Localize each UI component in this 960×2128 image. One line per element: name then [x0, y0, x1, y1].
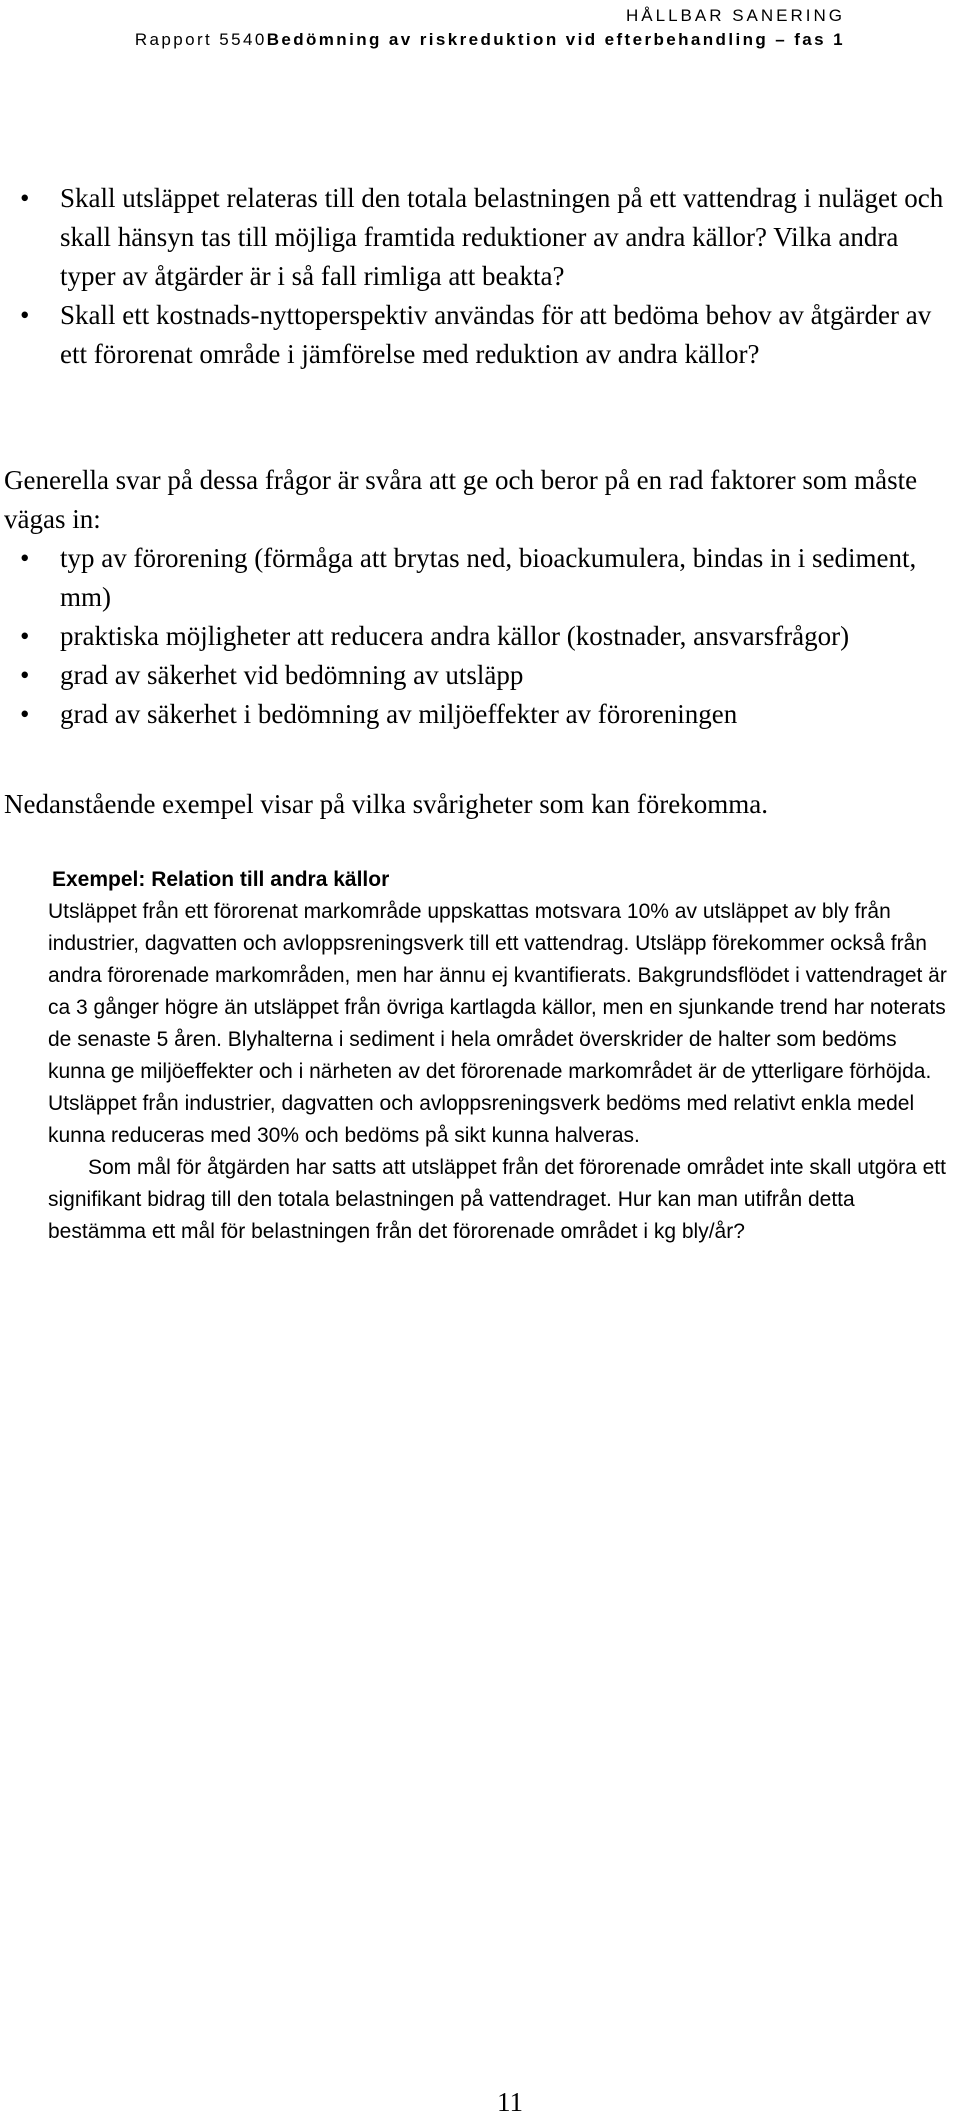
list-item: [0, 695, 960, 734]
bullet-icon: •: [20, 543, 30, 573]
list-item-text: Skall ett kostnads-nyttoperspektiv användas för att bedöma behov av åtgärder av ett förorenat område i jämförelse med reduktion av andra källor?: [60, 300, 932, 369]
list-item: [0, 296, 960, 374]
factor-list: [0, 539, 960, 734]
bullet-icon: •: [20, 699, 30, 729]
bullet-icon: •: [20, 183, 30, 213]
question-list: [0, 179, 960, 374]
list-item-text: grad av säkerhet i bedömning av miljöeffekter av föroreningen: [60, 699, 738, 729]
list-item-text: Skall utsläppet relateras till den totala belastningen på ett vattendrag i nuläget och skall hänsyn tas till möjliga framtida reduktioner av andra källor? Vilka andra typer av åtgärder är i så fall rimliga att beakta?: [60, 183, 944, 291]
bullet-icon: •: [20, 621, 30, 651]
example-paragraph: Som mål för åtgärden har satts att utsläppet från det förorenade området inte skall utgöra ett signifikant bidrag till den totala belastningen på vattendraget. Hur kan man utifrån detta bestämma ett mål för belastningen från det förorenade området i kg bly/år?: [48, 1156, 946, 1243]
header-report-line: [135, 28, 845, 52]
examples-intro-paragraph: Nedanstående exempel visar på vilka svårigheter som kan förekomma.: [4, 789, 768, 819]
intro-paragraph: Generella svar på dessa frågor är svåra att ge och beror på en rad faktorer som måste vägas in:: [4, 465, 918, 534]
list-item: [0, 179, 960, 296]
bullet-icon: •: [20, 300, 30, 330]
example-box: [48, 864, 948, 1248]
header-report-number: Rapport 5540: [134, 30, 267, 49]
list-item-text: typ av förorening (förmåga att brytas ned, bioackumulera, bindas in i sediment, mm): [60, 543, 917, 612]
list-item-text: praktiska möjligheter att reducera andra källor (kostnader, ansvarsfrågor): [60, 621, 850, 651]
list-item: [0, 539, 960, 617]
example-paragraph: Utsläppet från ett förorenat markområde uppskattas motsvara 10% av utsläppet av bly från industrier, dagvatten och avloppsreningsverk till ett vattendrag. Utsläpp förekommer också från andra förorenade markområden, men har ännu ej kvantifierats. Bakgrundsflödet i vattendraget är ca 3 gånger högre än utsläppet från övriga kartlagda källor, men en sjunkande trend har noterats de senaste 5 åren. Blyhalterna i sediment i hela området överskrider de halter som bedöms kunna ge miljöeffekter och i närheten av det förorenade markområdet är de ytterligare förhöjda. Utsläppet från industrier, dagvatten och avloppsreningsverk bedöms med relativt enkla medel kunna reduceras med 30% och bedöms på sikt kunna halveras.: [48, 900, 947, 1147]
page-number: 11: [497, 2087, 523, 2117]
header-series-title: HÅLLBAR SANERING: [626, 6, 845, 25]
running-header: [135, 4, 845, 52]
bullet-icon: •: [20, 660, 30, 690]
list-item-text: grad av säkerhet vid bedömning av utsläpp: [60, 660, 524, 690]
example-title: Exempel: Relation till andra källor: [52, 868, 390, 891]
list-item: [0, 656, 960, 695]
header-report-title: Bedömning av riskreduktion vid efterbehandling – fas 1: [266, 30, 845, 49]
list-item: [0, 617, 960, 656]
